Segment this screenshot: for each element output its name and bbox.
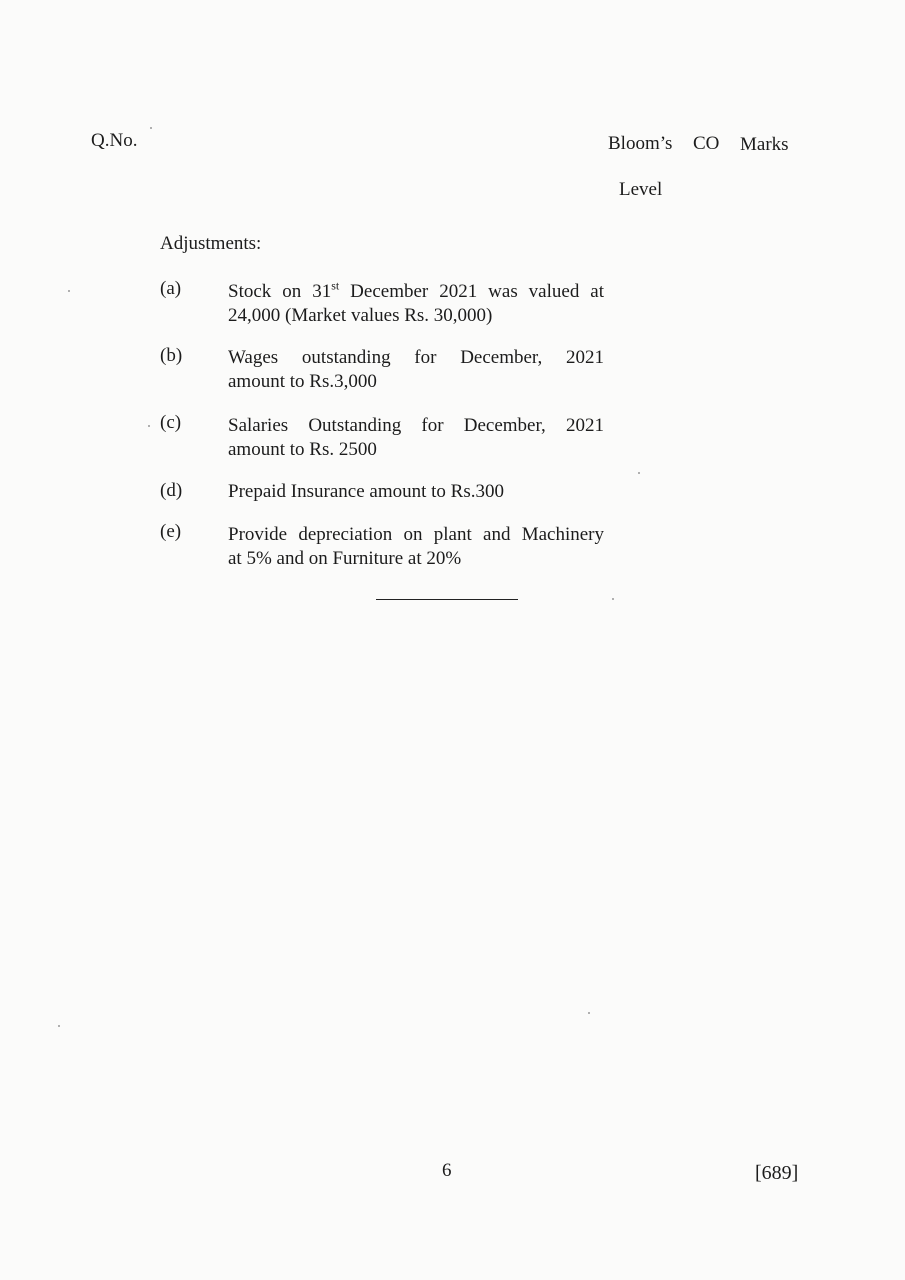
blooms-header: Bloom’s <box>608 133 673 154</box>
item-text <box>228 280 604 328</box>
item-line-2: 24,000 (Market values Rs. 30,000) <box>228 305 493 326</box>
scan-speck <box>150 127 152 129</box>
item-letter: (d) <box>160 480 183 501</box>
section-divider <box>376 599 518 600</box>
level-header: Level <box>619 179 663 200</box>
paper-code: [689] <box>755 1162 799 1184</box>
scan-speck <box>638 472 640 474</box>
scan-speck <box>58 1025 60 1027</box>
scan-speck <box>68 290 70 292</box>
item-text <box>228 414 604 462</box>
item-letter: (e) <box>160 521 182 542</box>
item-text <box>228 480 604 504</box>
item-line-2: amount to Rs. 2500 <box>228 439 377 460</box>
scan-speck <box>612 598 614 600</box>
item-text <box>228 523 604 571</box>
item-line-1: Provide depreciation on plant and Machinery <box>228 524 604 545</box>
adjustments-title: Adjustments: <box>160 233 262 254</box>
item-letter: (c) <box>160 412 182 433</box>
item-line-1: Salaries Outstanding for December, 2021 <box>228 415 604 436</box>
co-header: CO <box>693 133 720 154</box>
item-line-1: Prepaid Insurance amount to Rs.300 <box>228 481 504 502</box>
item-line-1: Wages outstanding for December, 2021 <box>228 347 604 368</box>
item-text <box>228 346 604 394</box>
item-line-2: at 5% and on Furniture at 20% <box>228 548 462 569</box>
item-line-2: amount to Rs.3,000 <box>228 371 377 392</box>
scan-speck <box>588 1012 590 1014</box>
page-number: 6 <box>442 1160 452 1181</box>
question-number-header: Q.No. <box>91 130 138 151</box>
item-line-1: Stock on 31st December 2021 was valued at <box>228 278 604 302</box>
scan-speck <box>148 425 150 427</box>
item-letter: (a) <box>160 278 182 299</box>
marks-header: Marks <box>740 134 789 155</box>
item-letter: (b) <box>160 345 183 366</box>
